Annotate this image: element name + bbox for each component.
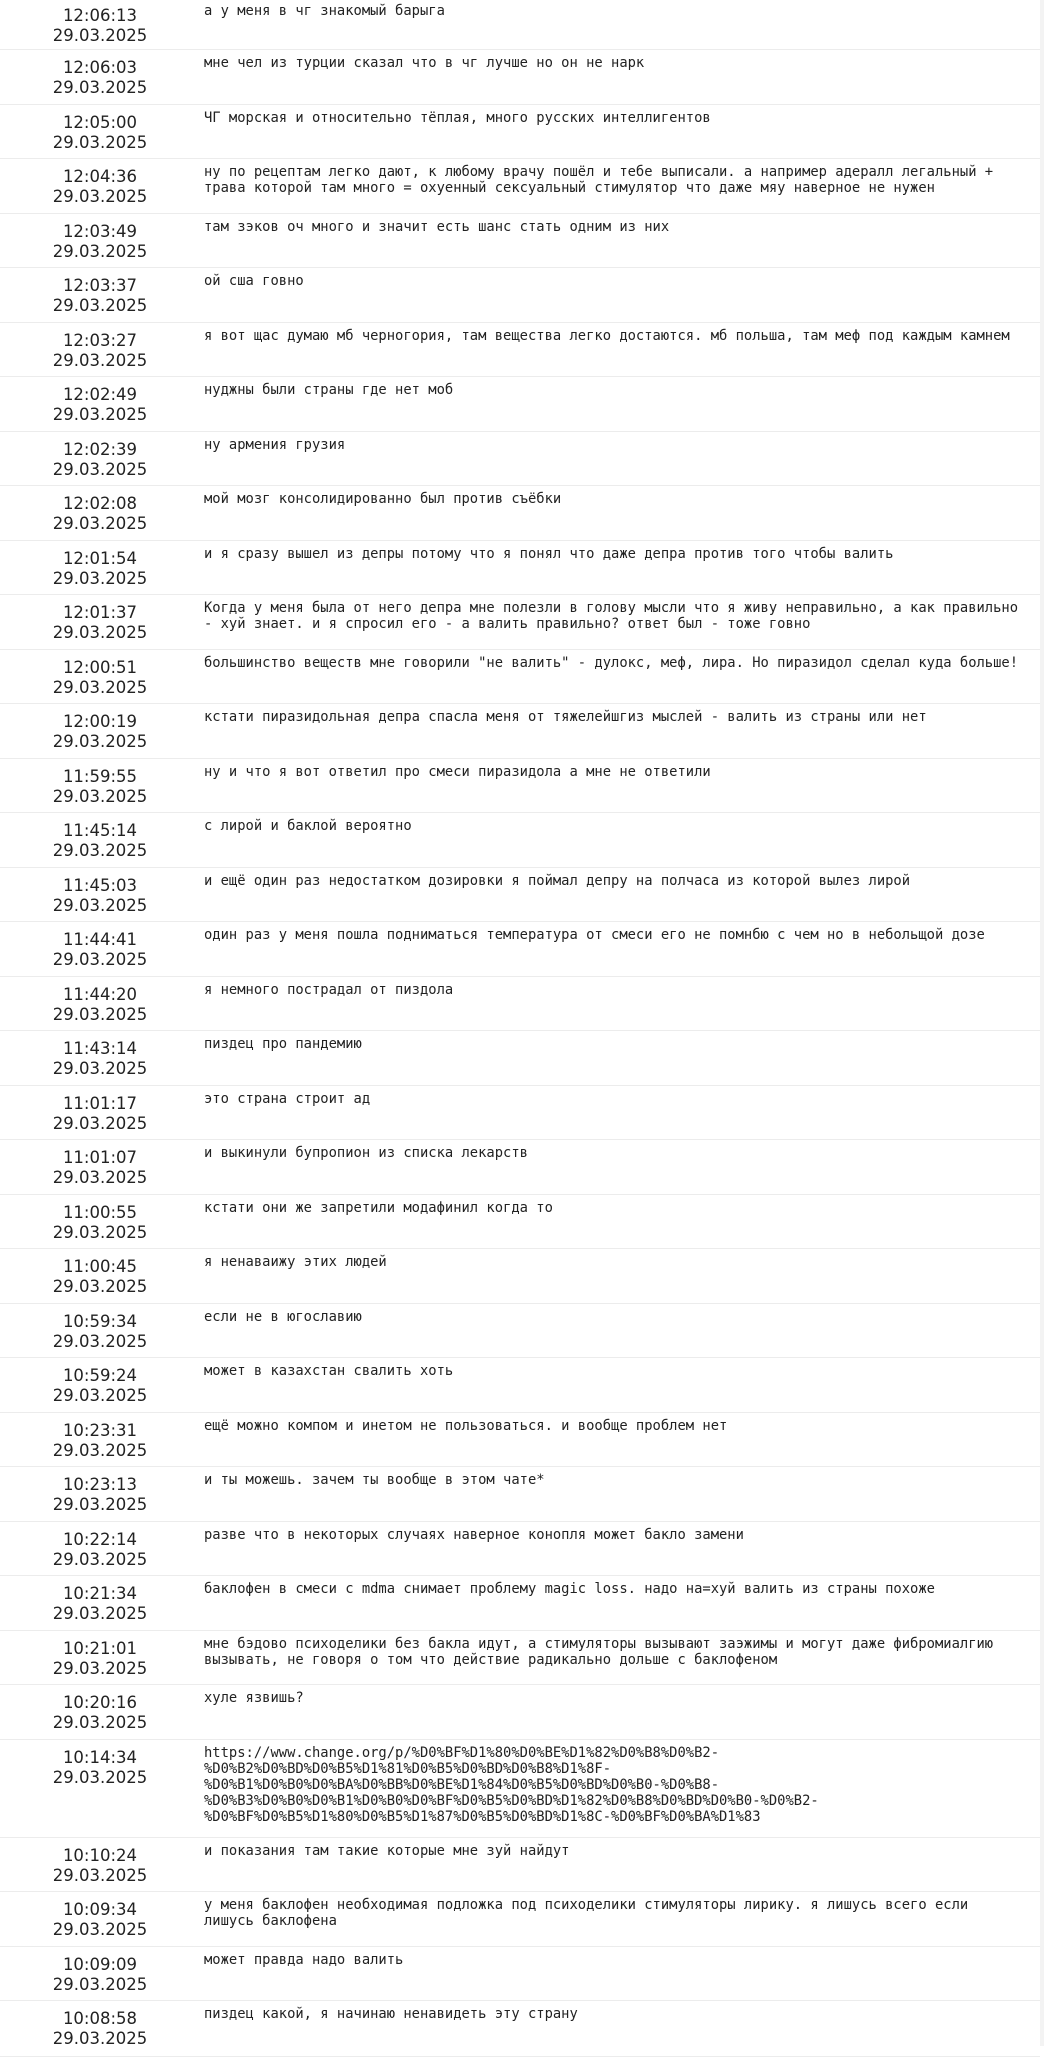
message-time: 10:10:24 [62, 1845, 138, 1865]
message-row [0, 759, 1040, 814]
message-timestamp [0, 1140, 200, 1194]
message-row [0, 1838, 1040, 1893]
message-date: 29.03.2025 [52, 1974, 148, 1994]
message-date: 29.03.2025 [52, 786, 148, 806]
message-time: 10:22:14 [62, 1529, 138, 1549]
message-date: 29.03.2025 [52, 1767, 148, 1787]
message-time: 11:01:07 [62, 1148, 138, 1167]
message-text: пиздец какой, я начинаю ненавидеть эту страну [204, 2006, 578, 2022]
message-date: 29.03.2025 [52, 78, 148, 97]
message-text: и я сразу вышел из депры потому что я понял что даже депра против того чтобы валить [204, 545, 894, 562]
message-timestamp [0, 977, 200, 1031]
message-text: я немного пострадал от пиздола [204, 981, 454, 998]
message-time: 12:01:54 [62, 548, 138, 568]
message-timestamp [0, 159, 200, 213]
message-time: 10:21:34 [62, 1584, 138, 1603]
message-row [0, 50, 1040, 105]
message-row [0, 1140, 1040, 1195]
message-date: 29.03.2025 [52, 950, 148, 969]
message-row [0, 268, 1040, 323]
message-row [0, 541, 1040, 596]
message-text: мне чел из турции сказал что в чг лучше но он не нарк [204, 55, 645, 71]
message-row [0, 1413, 1040, 1468]
message-timestamp [0, 268, 200, 322]
message-text: а у меня в чг знакомый барыга [204, 3, 445, 19]
message-timestamp [0, 0, 200, 49]
message-date: 29.03.2025 [52, 514, 148, 533]
message-row [0, 377, 1040, 432]
message-date: 29.03.2025 [52, 1113, 148, 1133]
message-time: 10:09:34 [62, 1900, 138, 1919]
message-date: 29.03.2025 [52, 187, 148, 206]
message-time: 12:05:00 [62, 112, 138, 132]
message-row [0, 1304, 1040, 1359]
message-time: 12:04:36 [62, 167, 138, 186]
message-row [0, 214, 1040, 269]
message-text: и ты можешь. зачем ты вообще в этом чате* [204, 1472, 545, 1488]
message-text: и выкинули бупропион из списка лекарств [204, 1145, 528, 1161]
message-timestamp [0, 1358, 200, 1412]
message-date: 29.03.2025 [52, 677, 148, 697]
message-text: ну по рецептам легко дают, к любому врачу пошёл и тебе выписали. а например адералл легальный + трава которой там много = охуенный сексуальный стимулятор что даже мяу наверное не нужен [204, 164, 994, 196]
message-row [0, 704, 1040, 759]
message-date: 29.03.2025 [52, 1059, 148, 1078]
message-timestamp [0, 432, 200, 486]
message-row [0, 2001, 1040, 2057]
message-timestamp [0, 1249, 200, 1303]
message-time: 11:44:20 [62, 984, 138, 1004]
message-row [0, 868, 1040, 923]
message-timestamp [0, 1892, 200, 1946]
message-date: 29.03.2025 [52, 132, 148, 152]
message-date: 29.03.2025 [52, 1865, 148, 1885]
message-time: 11:01:17 [62, 1093, 138, 1113]
message-text: кстати они же запретили модафинил когда то [204, 1199, 553, 1216]
message-timestamp [0, 50, 200, 104]
message-time: 12:02:08 [62, 494, 138, 513]
message-date: 29.03.2025 [52, 568, 148, 588]
message-text: и показания там такие которые мне зуй найдут [204, 1842, 570, 1859]
message-text: нуджны были страны где нет моб [204, 382, 454, 398]
message-date: 29.03.2025 [52, 1658, 148, 1678]
message-time: 12:03:37 [62, 276, 138, 295]
message-time: 12:01:37 [62, 603, 138, 622]
message-timestamp [0, 2001, 200, 2056]
message-row [0, 1195, 1040, 1250]
message-time: 10:59:34 [62, 1311, 138, 1331]
message-timestamp [0, 377, 200, 431]
message-text: я ненаваижу этих людей [204, 1254, 387, 1270]
message-text: может в казахстан свалить хоть [204, 1363, 454, 1379]
message-date: 29.03.2025 [52, 1331, 148, 1351]
message-date: 29.03.2025 [52, 1168, 148, 1187]
message-date: 29.03.2025 [52, 1222, 148, 1242]
message-row [0, 1740, 1040, 1838]
message-text: хуле язвишь? [204, 1690, 304, 1706]
message-timestamp [0, 868, 200, 922]
message-row [0, 432, 1040, 487]
message-row [0, 977, 1040, 1032]
message-date: 29.03.2025 [52, 1386, 148, 1405]
message-date: 29.03.2025 [52, 1004, 148, 1024]
message-date: 29.03.2025 [52, 241, 148, 261]
message-row [0, 1576, 1040, 1631]
message-time: 10:23:31 [62, 1420, 138, 1440]
message-text: там зэков оч много и значит есть шанс стать одним из них [204, 218, 670, 235]
message-row [0, 486, 1040, 541]
message-row [0, 1031, 1040, 1086]
message-time: 12:06:13 [62, 6, 138, 25]
message-text: и ещё один раз недостатком дозировки я поймал депру на полчаса из которой вылез лирой [204, 872, 911, 889]
message-date: 29.03.2025 [52, 1277, 148, 1296]
message-timestamp [0, 1685, 200, 1739]
message-row [0, 0, 1040, 50]
message-timestamp [0, 323, 200, 377]
message-time: 11:00:55 [62, 1202, 138, 1222]
message-timestamp [0, 1195, 200, 1249]
message-time: 10:08:58 [62, 2009, 138, 2028]
message-date: 29.03.2025 [52, 732, 148, 751]
message-text: Когда у меня была от него депра мне полезли в голову мысли что я живу неправильно, а как правильно - хуй знает. и я спросил его - а валить правильно? ответ был - тоже говно [204, 600, 1019, 632]
message-time: 10:09:09 [62, 1954, 138, 1974]
message-date: 29.03.2025 [52, 1920, 148, 1939]
message-text: кстати пиразидольная депра спасла меня от тяжелейшгиз мыслей - валить из страны или нет [204, 709, 927, 725]
message-date: 29.03.2025 [52, 1440, 148, 1460]
message-row [0, 650, 1040, 705]
message-text: ЧГ морская и относительно тёплая, много русских интеллигентов [204, 109, 711, 126]
message-date: 29.03.2025 [52, 2029, 148, 2048]
message-timestamp [0, 105, 200, 159]
scrollbar[interactable] [1040, 0, 1044, 2046]
message-timestamp [0, 1413, 200, 1467]
message-date: 29.03.2025 [52, 1495, 148, 1514]
message-text: разве что в некоторых случаях наверное конопля может бакло замени [204, 1526, 744, 1543]
message-time: 11:45:14 [62, 821, 138, 840]
message-time: 11:45:03 [62, 875, 138, 895]
message-date: 29.03.2025 [52, 405, 148, 424]
message-timestamp [0, 1304, 200, 1358]
message-time: 10:14:34 [62, 1747, 138, 1767]
message-date: 29.03.2025 [52, 296, 148, 315]
message-text: это страна строит ад [204, 1090, 371, 1107]
message-row [0, 1685, 1040, 1740]
message-row [0, 1892, 1040, 1947]
message-time: 11:59:55 [62, 766, 138, 786]
message-row [0, 323, 1040, 378]
message-text: с лирой и баклой вероятно [204, 818, 412, 834]
message-row [0, 813, 1040, 868]
message-row [0, 1631, 1040, 1686]
message-timestamp [0, 922, 200, 976]
message-timestamp [0, 1740, 200, 1837]
message-date: 29.03.2025 [52, 459, 148, 479]
message-time: 10:59:24 [62, 1366, 138, 1385]
message-time: 12:02:39 [62, 439, 138, 459]
message-timestamp [0, 1522, 200, 1576]
message-text: ой сша говно [204, 273, 304, 289]
message-text: https://www.change.org/p/%D0%BF%D1%80%D0%BE%D1%82%D0%B8%D0%B2- %D0%B2%D0%BD%D0%B5%D1%81%D0%B5%D0%BD%D0%B8%D1%8F- %D0%B1%D0%B0%D0%BA%D0%BB%D0%BE%D1%84%D0%B5%D0%BD%D0%B0-%D0%B8- %D0%B3%D0%B0%D0%B1%D0%B0%D0%BF%D0%B5%D0%BD%D1%82%D0%B8%D0%BD%D0%B0-%D0%B2- %D0%BF%D0%B5%D1%80%D0%B5%D1%87%D0%B5%D0%BD%D1%8C-%D0%BF%D0%BA%D1%83 [204, 1744, 819, 1825]
message-date: 29.03.2025 [52, 350, 148, 370]
message-timestamp [0, 541, 200, 595]
message-text: у меня баклофен необходимая подложка под психоделики стимуляторы лирику. я лишусь всего если лишусь баклофена [204, 1897, 969, 1929]
message-row [0, 1358, 1040, 1413]
message-timestamp [0, 1576, 200, 1630]
message-text: ещё можно компом и инетом не пользоваться. и вообще проблем нет [204, 1417, 728, 1434]
message-time: 10:23:13 [62, 1475, 138, 1494]
message-text: мне бэдово психоделики без бакла идут, а стимуляторы вызывают заэжимы и могут даже фибромиалгию вызывать, не говоря о том что действие радикально дольше с баклофеном [204, 1635, 994, 1668]
message-timestamp [0, 1947, 200, 2001]
message-date: 29.03.2025 [52, 895, 148, 915]
message-row [0, 1947, 1040, 2002]
message-row [0, 1522, 1040, 1577]
message-time: 12:00:19 [62, 712, 138, 731]
message-time: 11:44:41 [62, 930, 138, 949]
message-timestamp [0, 1631, 200, 1685]
message-time: 12:06:03 [62, 58, 138, 77]
message-date: 29.03.2025 [52, 26, 148, 45]
message-row [0, 595, 1040, 650]
message-timestamp [0, 813, 200, 867]
message-text: может правда надо валить [204, 1951, 404, 1968]
message-date: 29.03.2025 [52, 1713, 148, 1732]
message-text: я вот щас думаю мб черногория, там вещества легко достаются. мб польша, там меф под каждым камнем [204, 327, 1010, 344]
message-timestamp [0, 1031, 200, 1085]
message-time: 10:20:16 [62, 1693, 138, 1712]
message-time: 11:43:14 [62, 1039, 138, 1058]
message-text: ну армения грузия [204, 436, 346, 453]
message-timestamp [0, 214, 200, 268]
message-text: пиздец про пандемию [204, 1036, 362, 1052]
message-row [0, 1086, 1040, 1141]
message-text: мой мозг консолидированно был против съёбки [204, 491, 562, 507]
message-row [0, 105, 1040, 160]
message-date: 29.03.2025 [52, 841, 148, 860]
message-timestamp [0, 486, 200, 540]
message-text: если не в югославию [204, 1308, 362, 1325]
message-timestamp [0, 1467, 200, 1521]
message-timestamp [0, 650, 200, 704]
message-timestamp [0, 1086, 200, 1140]
message-timestamp [0, 704, 200, 758]
message-row [0, 1467, 1040, 1522]
message-time: 11:00:45 [62, 1257, 138, 1276]
message-timestamp [0, 1838, 200, 1892]
message-time: 12:03:27 [62, 330, 138, 350]
message-timestamp [0, 595, 200, 649]
message-time: 10:21:01 [62, 1638, 138, 1658]
message-text: большинство веществ мне говорили "не валить" - дулокс, меф, лира. Но пиразидол сделал куда больше! [204, 654, 1019, 671]
message-text: баклофен в смеси с mdma снимает проблему magic loss. надо на=хуй валить из страны похоже [204, 1581, 935, 1597]
message-date: 29.03.2025 [52, 1549, 148, 1569]
message-time: 12:00:51 [62, 657, 138, 677]
message-time: 12:02:49 [62, 385, 138, 404]
message-row [0, 159, 1040, 214]
message-date: 29.03.2025 [52, 1604, 148, 1623]
message-text: ну и что я вот ответил про смеси пиразидола а мне не ответили [204, 763, 711, 780]
message-timestamp [0, 759, 200, 813]
message-time: 12:03:49 [62, 221, 138, 241]
message-text: один раз у меня пошла подниматься температура от смеси его не помнбю с чем но в небольщой дозе [204, 927, 985, 943]
message-date: 29.03.2025 [52, 623, 148, 642]
message-row [0, 1249, 1040, 1304]
message-row [0, 922, 1040, 977]
